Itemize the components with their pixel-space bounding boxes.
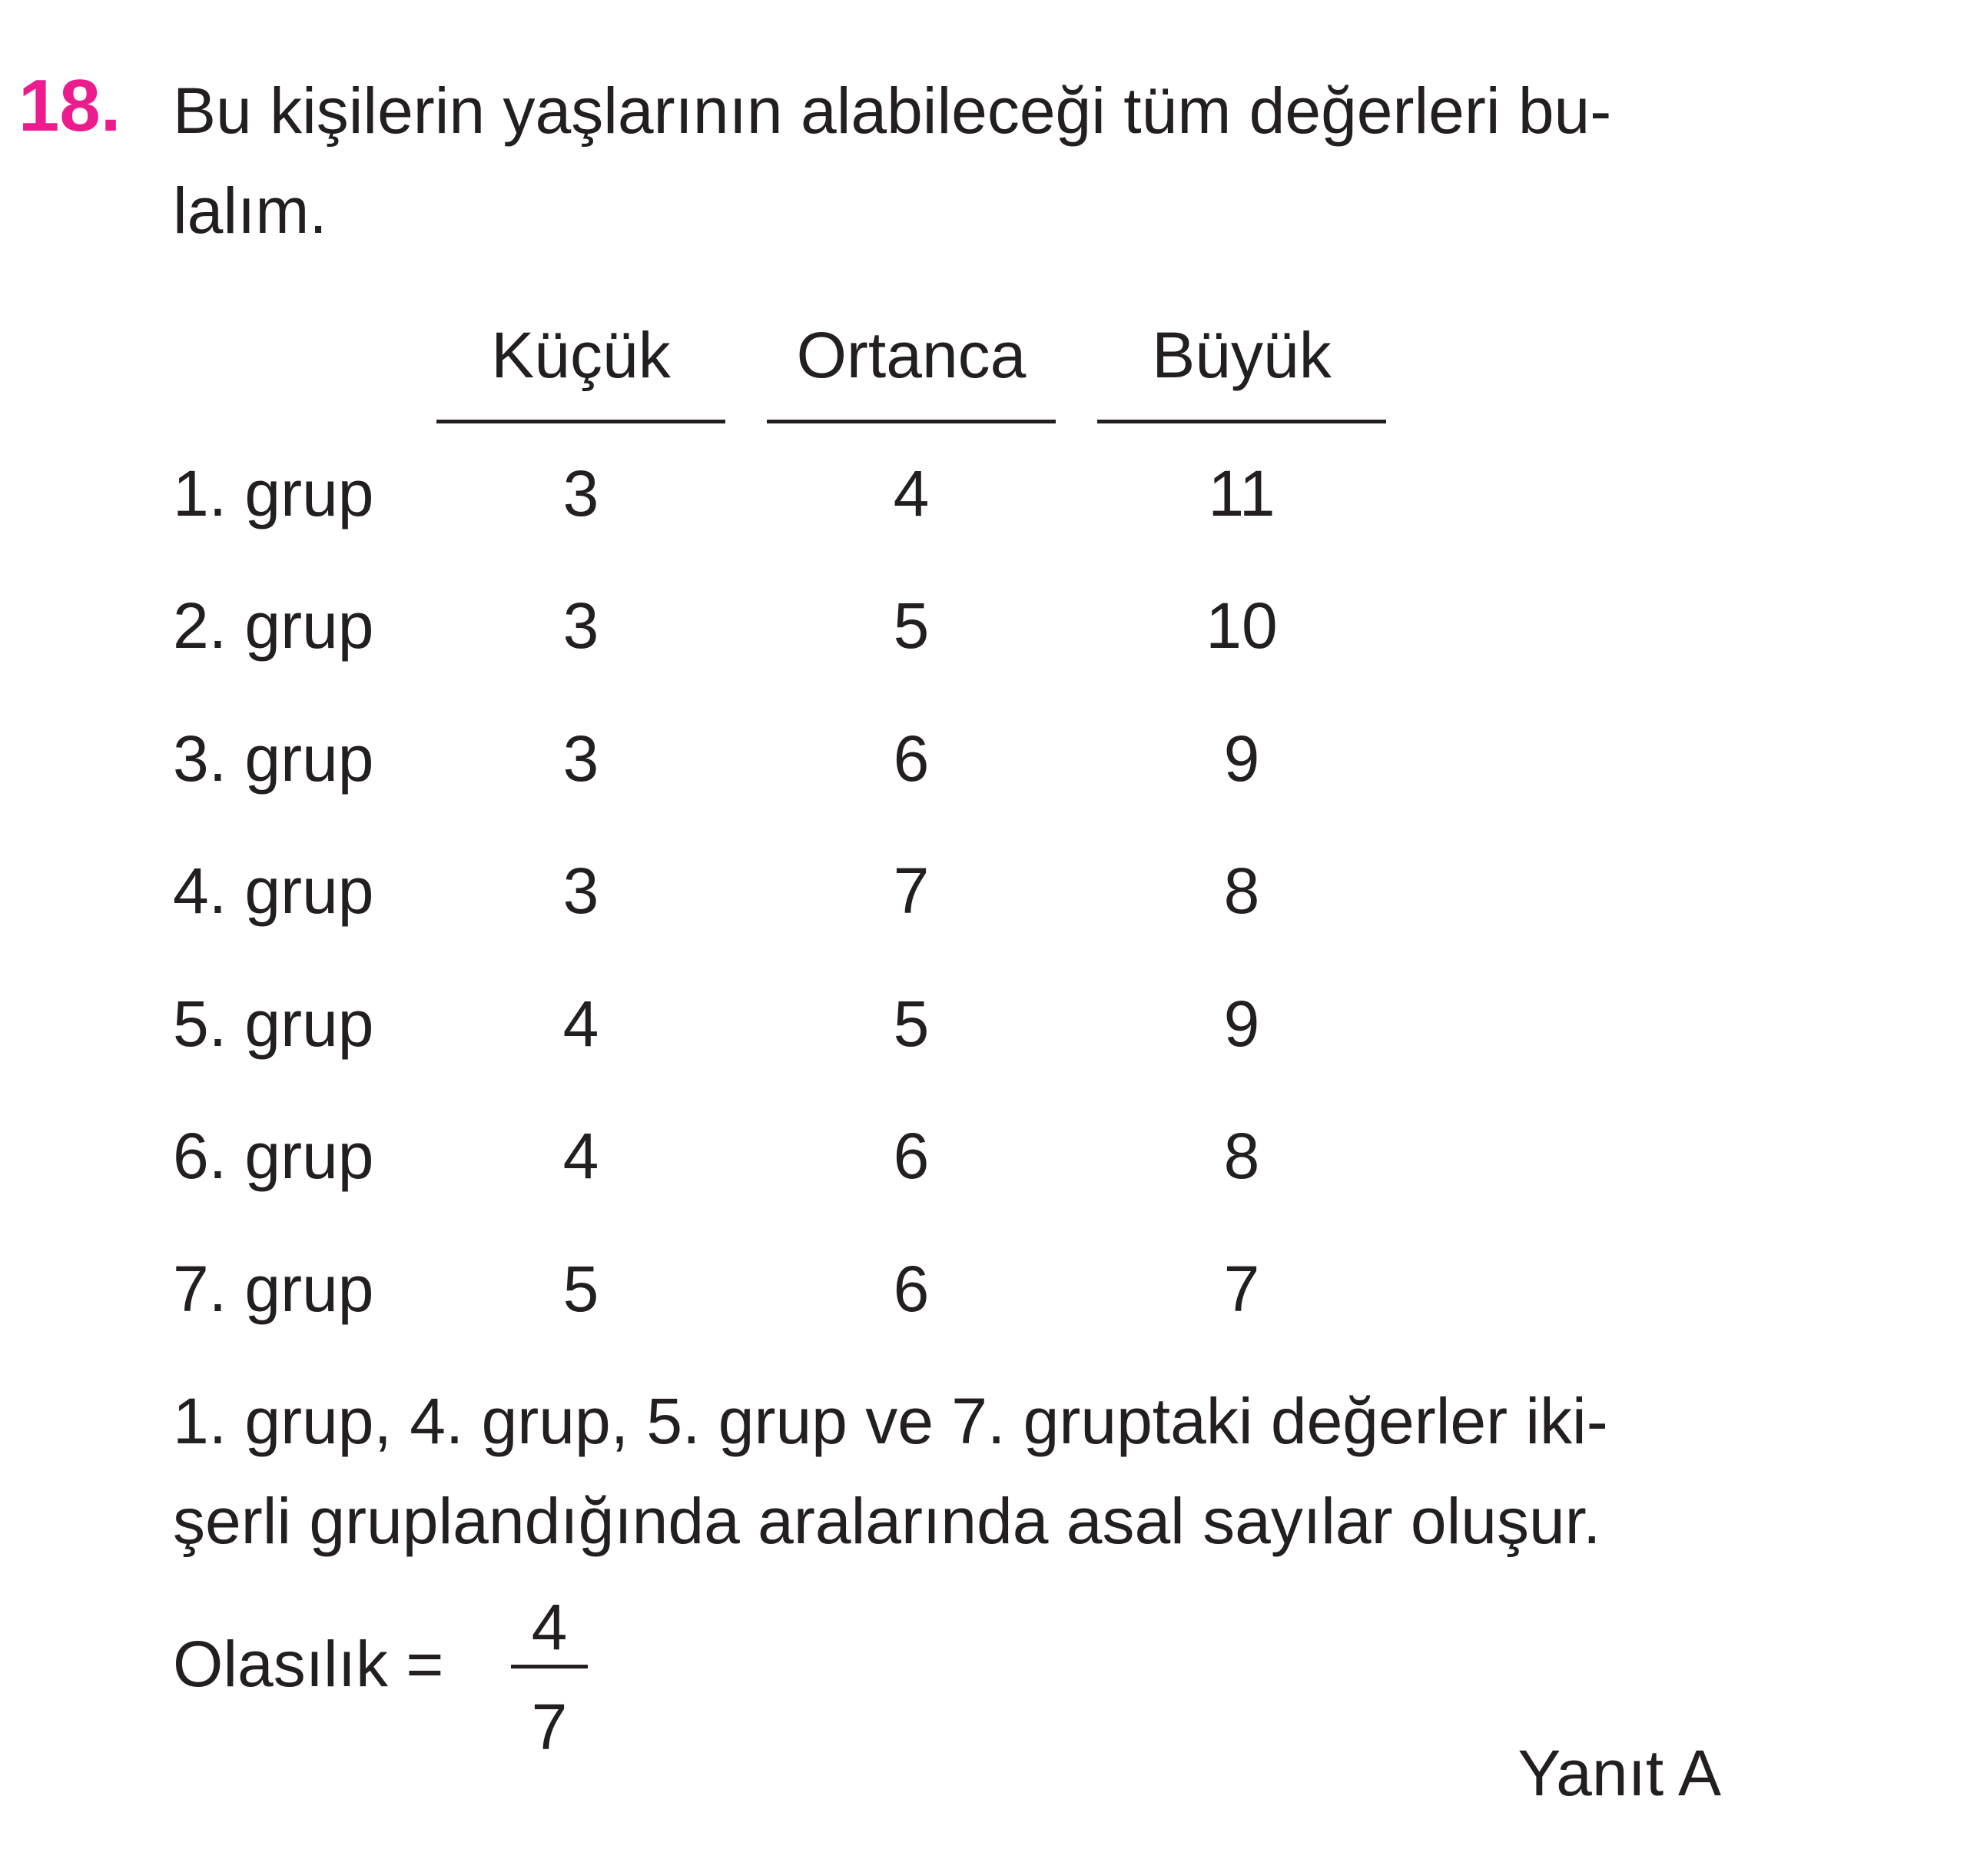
- question-text-line2: lalım.: [173, 174, 327, 247]
- table-row: [0, 1120, 1967, 1200]
- table-row: [0, 988, 1967, 1068]
- column-header-large: Büyük: [1152, 319, 1332, 391]
- cell-large: 8: [1223, 1120, 1260, 1192]
- fraction-numerator: 4: [531, 1591, 568, 1663]
- row-label: 7. grup: [173, 1253, 374, 1325]
- cell-small: 3: [562, 722, 599, 795]
- cell-small: 5: [562, 1253, 599, 1325]
- column-header-middle: Ortanca: [796, 319, 1027, 391]
- conclusion-line1: 1. grup, 4. grup, 5. grup ve 7. gruptaki değerler iki-: [173, 1385, 1608, 1457]
- row-label: 6. grup: [173, 1120, 374, 1192]
- cell-large: 8: [1223, 855, 1260, 927]
- table-row: [0, 722, 1967, 803]
- fraction-bar: [511, 1665, 588, 1668]
- question-number: 18.: [18, 65, 121, 147]
- cell-middle: 5: [893, 988, 930, 1060]
- column-header-small: Küçük: [491, 319, 671, 391]
- row-label: 2. grup: [173, 589, 374, 662]
- cell-middle: 4: [893, 457, 930, 530]
- cell-small: 3: [562, 855, 599, 927]
- row-label: 1. grup: [173, 457, 374, 530]
- cell-middle: 6: [893, 1253, 930, 1325]
- fraction-denominator: 7: [531, 1691, 568, 1763]
- table-row: [0, 855, 1967, 935]
- cell-middle: 6: [893, 722, 930, 795]
- column-underline: [436, 420, 725, 423]
- cell-large: 11: [1208, 457, 1275, 530]
- cell-small: 4: [562, 988, 599, 1060]
- cell-small: 3: [562, 457, 599, 530]
- cell-small: 3: [562, 589, 599, 662]
- cell-large: 9: [1223, 988, 1260, 1060]
- row-label: 5. grup: [173, 988, 374, 1060]
- cell-large: 10: [1206, 589, 1278, 662]
- question-text-line1: Bu kişilerin yaşlarının alabileceği tüm değerleri bu-: [173, 75, 1612, 147]
- table-row: [0, 1253, 1967, 1333]
- row-label: 3. grup: [173, 722, 374, 795]
- cell-middle: 5: [893, 589, 930, 662]
- cell-middle: 6: [893, 1120, 930, 1192]
- row-label: 4. grup: [173, 855, 374, 927]
- probability-label: Olasılık =: [173, 1628, 444, 1700]
- answer-text: Yanıt A: [1518, 1737, 1721, 1809]
- column-underline: [1097, 420, 1386, 423]
- column-underline: [767, 420, 1056, 423]
- table-row: [0, 457, 1967, 538]
- conclusion-line2: şerli gruplandığında aralarında asal sayılar oluşur.: [173, 1485, 1601, 1557]
- cell-middle: 7: [893, 855, 930, 927]
- cell-large: 9: [1223, 722, 1260, 795]
- cell-large: 7: [1223, 1253, 1260, 1325]
- table-row: [0, 589, 1967, 670]
- cell-small: 4: [562, 1120, 599, 1192]
